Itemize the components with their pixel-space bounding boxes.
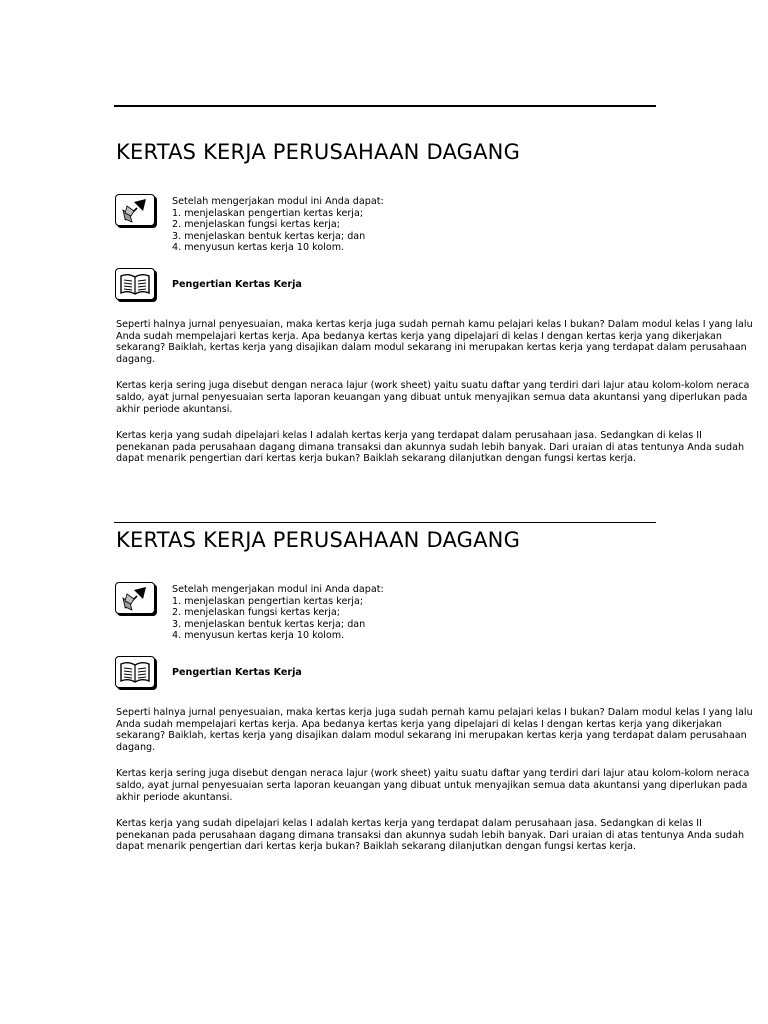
objectives-intro: Setelah mengerjakan modul ini Anda dapat: [172, 584, 384, 595]
section-title: KERTAS KERJA PERUSAHAAN DAGANG [116, 140, 521, 164]
objectives-list [172, 196, 384, 254]
paragraph: Kertas kerja yang sudah dipelajari kelas I adalah kertas kerja yang terdapat dalam perusahaan jasa. Sedangkan di kelas II penekanan pada perusahaan dagang dimana transaksi dan akunnya sudah lebih banyak. Dari uraian di atas tentunya Anda sudah dapat menarik pengertian dari kertas kerja bukan? Baiklah sekarang dilanjutkan dengan fungsi kertas kerja. [116, 818, 745, 853]
objective-item: 2. menjelaskan fungsi kertas kerja; [172, 219, 340, 231]
paragraph: Kertas kerja sering juga disebut dengan neraca lajur (work sheet) yaitu suatu daftar yang terdiri dari lajur atau kolom-kolom neraca saldo, ayat jurnal penyesuaian serta laporan keuangan yang dibuat untuk menyajikan semua data akuntansi yang diperlukan pada akhir periode akuntansi. [116, 380, 750, 415]
body-text [116, 707, 758, 868]
objectives-arrow-icon [115, 582, 155, 614]
objectives-arrow-icon [115, 194, 155, 226]
section-title: KERTAS KERJA PERUSAHAAN DAGANG [116, 528, 521, 552]
objective-item: 3. menjelaskan bentuk kertas kerja; dan [172, 230, 366, 242]
objective-item: 1. menjelaskan pengertian kertas kerja; [172, 595, 364, 607]
objectives-intro: Setelah mengerjakan modul ini Anda dapat: [172, 196, 384, 207]
objective-item: 3. menjelaskan bentuk kertas kerja; dan [172, 618, 366, 630]
paragraph: Kertas kerja yang sudah dipelajari kelas I adalah kertas kerja yang terdapat dalam perusahaan jasa. Sedangkan di kelas II penekanan pada perusahaan dagang dimana transaksi dan akunnya sudah lebih banyak. Dari uraian di atas tentunya Anda sudah dapat menarik pengertian dari kertas kerja bukan? Baiklah sekarang dilanjutkan dengan fungsi kertas kerja. [116, 430, 745, 465]
paragraph: Kertas kerja sering juga disebut dengan neraca lajur (work sheet) yaitu suatu daftar yang terdiri dari lajur atau kolom-kolom neraca saldo, ayat jurnal penyesuaian serta laporan keuangan yang dibuat untuk menyajikan semua data akuntansi yang diperlukan pada akhir periode akuntansi. [116, 768, 750, 803]
paragraph: Seperti halnya jurnal penyesuaian, maka kertas kerja juga sudah pernah kamu pelajari kelas I bukan? Dalam modul kelas I yang lalu Anda sudah mempelajari kertas kerja. Apa bedanya kertas kerja yang dipelajari di kelas I dengan kertas kerja yang dikerjakan sekarang? Baiklah, kertas kerja yang disajikan dalam modul sekarang ini merupakan kertas kerja yang terdapat dalam perusahaan dagang. [116, 707, 753, 753]
objective-item: 4. menyusun kertas kerja 10 kolom. [172, 630, 345, 642]
objectives-list [172, 584, 384, 642]
objective-item: 4. menyusun kertas kerja 10 kolom. [172, 242, 345, 254]
subheading: Pengertian Kertas Kerja [172, 667, 302, 678]
objective-item: 2. menjelaskan fungsi kertas kerja; [172, 607, 340, 619]
title-rule [114, 522, 656, 523]
body-text [116, 319, 758, 480]
open-book-icon [115, 268, 155, 300]
open-book-icon [115, 656, 155, 688]
paragraph: Seperti halnya jurnal penyesuaian, maka kertas kerja juga sudah pernah kamu pelajari kelas I bukan? Dalam modul kelas I yang lalu Anda sudah mempelajari kertas kerja. Apa bedanya kertas kerja yang dipelajari di kelas I dengan kertas kerja yang dikerjakan sekarang? Baiklah, kertas kerja yang disajikan dalam modul sekarang ini merupakan kertas kerja yang terdapat dalam perusahaan dagang. [116, 319, 753, 365]
title-rule [114, 105, 656, 107]
objective-item: 1. menjelaskan pengertian kertas kerja; [172, 207, 364, 219]
subheading: Pengertian Kertas Kerja [172, 279, 302, 290]
